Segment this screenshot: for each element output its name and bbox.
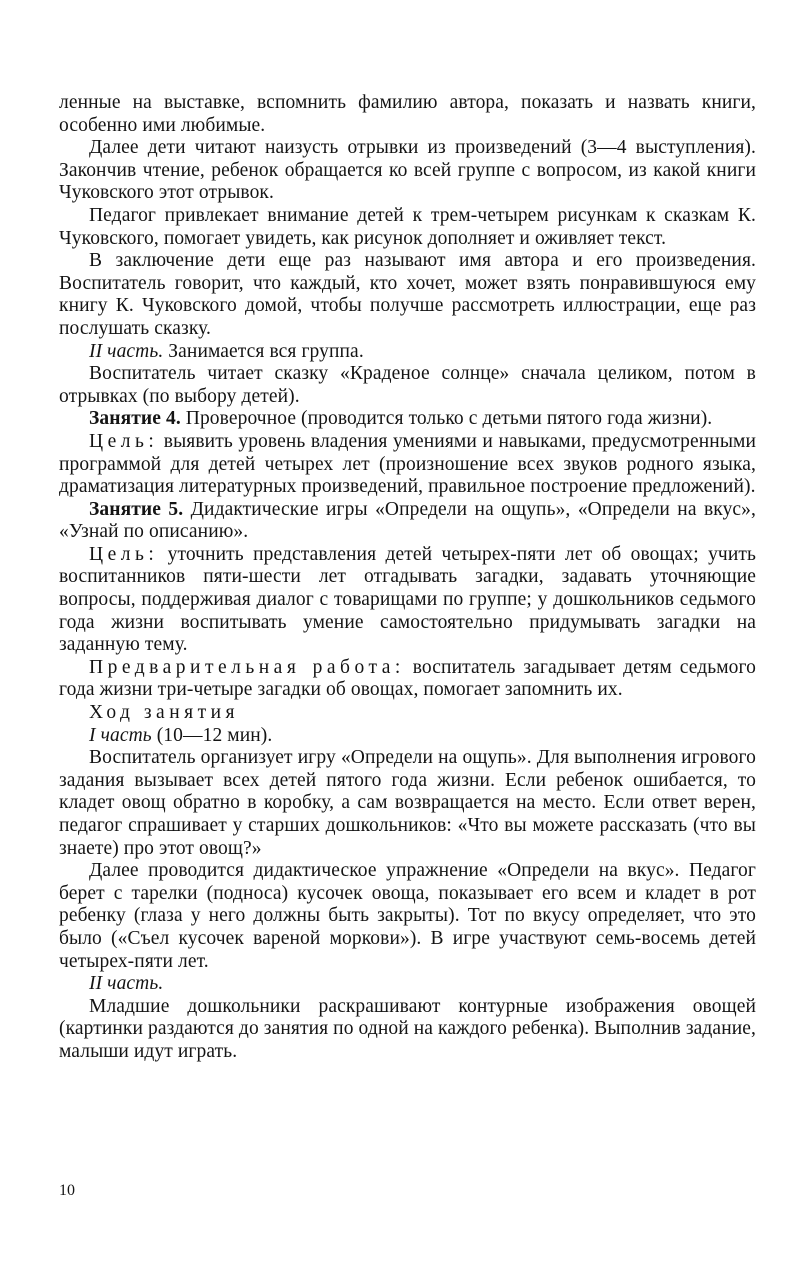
paragraph-part-two: II часть. Занимается вся группа. bbox=[89, 340, 364, 362]
paragraph-recitation: Далее дети читают наизусть отрывки из произведений (3—4 выступления). Закончив чтение, ребенок обращается ко всей группе с вопросом, из какой книги Чуковского этот отрывок. bbox=[59, 137, 756, 204]
lesson-heading: Занятие 5. bbox=[89, 498, 184, 520]
page-text bbox=[59, 92, 756, 1064]
paragraph-lesson-4: Занятие 4. Проверочное (проводится только с детьми пятого года жизни). bbox=[89, 408, 713, 430]
page-number: 10 bbox=[59, 1182, 75, 1199]
paragraph-lesson-progress bbox=[59, 702, 756, 725]
progress-heading: Ход занятия bbox=[89, 702, 240, 724]
paragraph-part-one: I часть (10—12 мин). bbox=[89, 724, 273, 746]
goal-label: Цель: bbox=[89, 430, 159, 452]
paragraph-goal-4: Цель: выявить уровень владения умениями и навыками, предусмотренными программой для детей четырех лет (произношение всех звуков родного языка, драматизация литературных произведений, правильное построение предложений). bbox=[59, 430, 756, 498]
lesson-heading: Занятие 4. bbox=[89, 408, 181, 430]
part-label: I часть bbox=[89, 724, 152, 746]
paragraph-preliminary-work: Предварительная работа: воспитатель загадывает детям седьмого года жизни три-четыре загадки об овощах, помогает запомнить их. bbox=[59, 656, 756, 701]
preliminary-label: Предварительная работа: bbox=[89, 656, 405, 678]
paragraph-taste-exercise: Далее проводится дидактическое упражнение «Определи на вкус». Педагог берет с тарелки (подноса) кусочек овоща, показывает его всем и кладет в рот ребенку (глаза у него должны быть закрыты). Тот по вкусу определяет, что это было («Съел кусочек вареной моркови»). В игре участвуют семь-восемь детей четырех-пяти лет. bbox=[59, 860, 756, 972]
goal-label: Цель: bbox=[89, 543, 159, 565]
paragraph-lesson-5: Занятие 5. Дидактические игры «Определи на ощупь», «Определи на вкус», «Узнай по описанию». bbox=[59, 498, 757, 543]
paragraph-pictures: Педагог привлекает внимание детей к трем-четырем рисункам к сказкам К. Чуковского, помогает увидеть, как рисунок дополняет и оживляет текст. bbox=[59, 204, 756, 249]
part-label: II часть. bbox=[89, 973, 164, 995]
paragraph-part-two-b bbox=[59, 973, 756, 996]
paragraph-reading: Воспитатель читает сказку «Краденое солнце» сначала целиком, потом в отрывках (по выбору детей). bbox=[59, 363, 756, 407]
paragraph-continuation: ленные на выставке, вспомнить фамилию автора, показать и назвать книги, особенно ими любимые. bbox=[59, 92, 756, 136]
paragraph-conclusion: В заключение дети еще раз называют имя автора и его произведения. Воспитатель говорит, что каждый, кто хочет, может взять понравившуюся ему книгу К. Чуковского домой, чтобы получше рассмотреть иллюстрации, еще раз послушать сказку. bbox=[59, 250, 756, 339]
part-label: II часть. bbox=[89, 340, 164, 362]
paragraph-coloring: Младшие дошкольники раскрашивают контурные изображения овощей (картинки раздаются до занятия по одной на каждого ребенка). Выполнив задание, малыши идут играть. bbox=[59, 995, 756, 1062]
paragraph-goal-5: Цель: уточнить представления детей четырех-пяти лет об овощах; учить воспитанников пяти-шести лет отгадывать загадки, задавать уточняющие вопросы, поддерживая диалог с товарищами по группе; у дошкольников седьмого года жизни воспитывать умение самостоятельно придумывать загадки на заданную тему. bbox=[59, 543, 756, 656]
paragraph-touch-game: Воспитатель организует игру «Определи на ощупь». Для выполнения игрового задания вызывает всех детей пятого года жизни. Если ребенок ошибается, то кладет овощ обратно в коробку, а сам возвращается на место. Если ответ верен, педагог спрашивает у старших дошкольников: «Что вы можете рассказать (что вы знаете) про этот овощ?» bbox=[59, 747, 756, 859]
